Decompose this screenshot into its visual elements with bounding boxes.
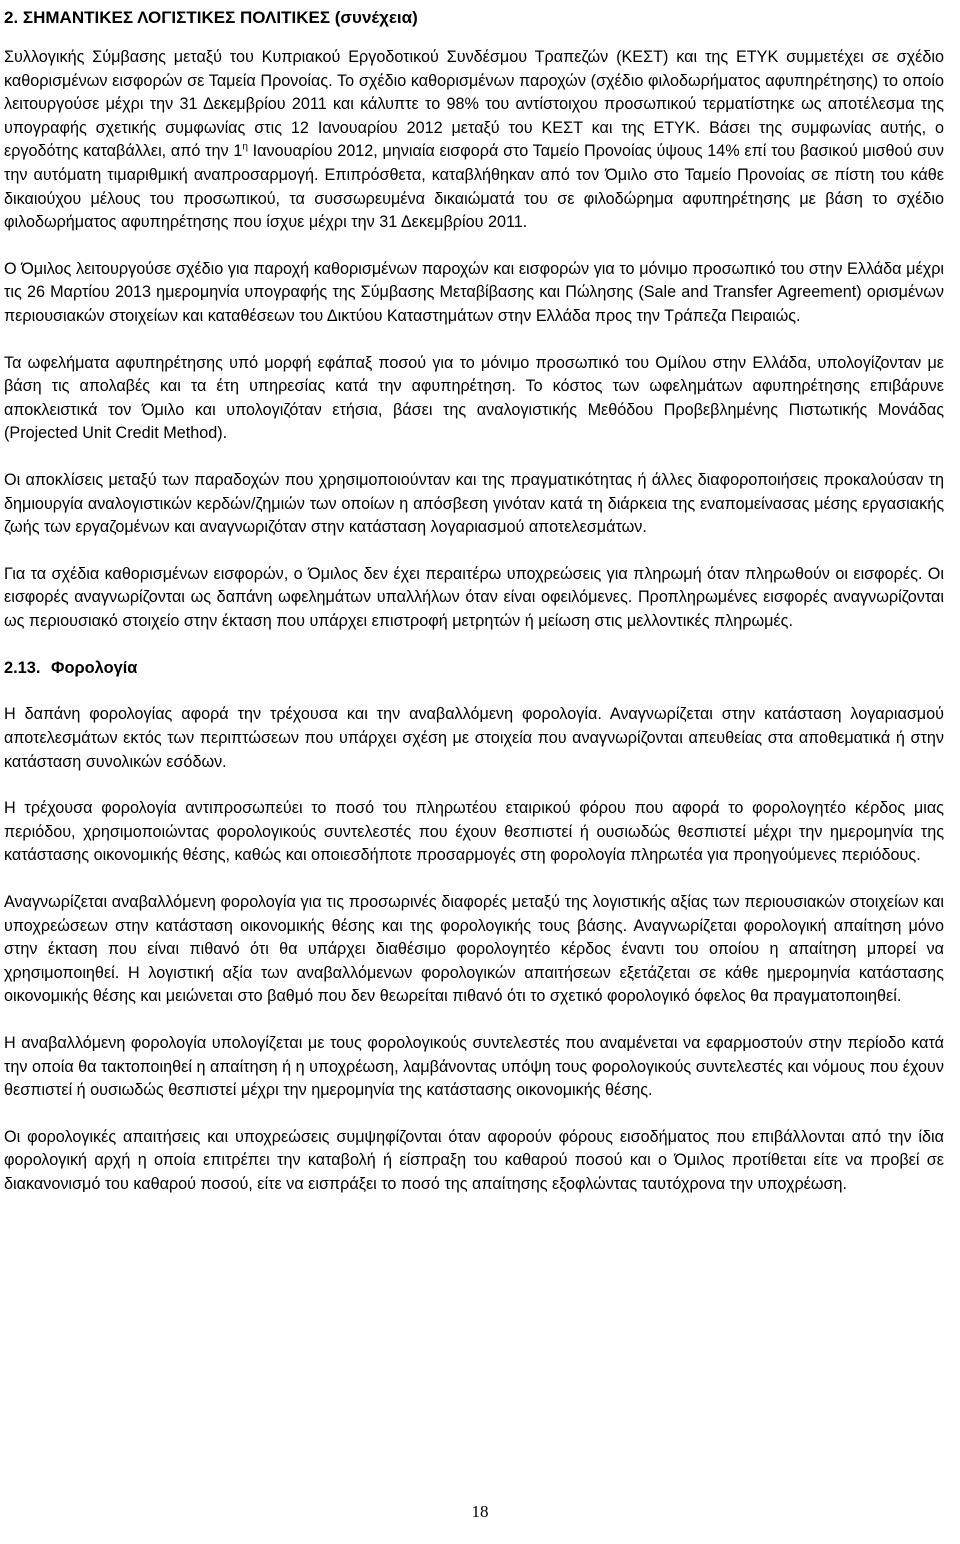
superscript: η	[242, 141, 248, 153]
paragraph-tax-expense: Η δαπάνη φορολογίας αφορά την τρέχουσα και την αναβαλλόμενη φορολογία. Αναγνωρίζεται στην κατάσταση λογαριασμού αποτελεσμάτων εκτός των περιπτώσεων που υπάρχει σχέση με στοιχεία που αναγνωρίζονται απευθείας στα αποθεματικά ή στην κατάσταση συνολικών εσόδων.	[4, 705, 944, 771]
paragraph-pension-plan	[4, 46, 944, 235]
document-page	[4, 0, 944, 1197]
paragraph-tax-offsetting: Οι φορολογικές απαιτήσεις και υποχρεώσεις συμψηφίζονται όταν αφορούν φόρους εισοδήματος που επιβάλλονται από την ίδια φορολογική αρχή η οποία επιτρέπει την καταβολή ή είσπραξη του καθαρού ποσού και ο Όμιλος προτίθεται είτε να προβεί σε διακανονισμό του καθαρού ποσού, είτε να εισπράξει το ποσό της απαίτησης εξοφλώντας ταυτόχρονα την υποχρέωση.	[4, 1127, 944, 1193]
spacer	[4, 1009, 944, 1032]
paragraph-text: Συλλογικής Σύμβασης μεταξύ του Κυπριακού Εργοδοτικού Συνδέσμου Τραπεζών (ΚΕΣΤ) και της ΕΤΥΚ συμμετέχει σε σχέδιο καθορισμένων εισφορών σε Ταμεία Προνοίας. Το σχέδιο καθορισμένων παροχών (σχέδιο φιλοδωρήματος αφυπηρέτησης) το οποίο λειτουργούσε μέχρι την 31 Δεκεμβρίου 2011 και κάλυπτε το 98% του αντίστοιχου προσωπικού τερματίστηκε ως αποτέλεσμα της υπογραφής σχετικής συμφωνίας στις 12 Ιανουαρίου 2012 μεταξύ του ΚΕΣΤ και της ΕΤΥΚ. Βάσει της συμφωνίας αυτής, ο εργοδότης καταβάλλει, από την 1	[4, 48, 944, 161]
subsection-heading-taxation	[4, 656, 944, 680]
paragraph-current-tax: Η τρέχουσα φορολογία αντιπροσωπεύει το ποσό του πληρωτέου εταιρικού φόρου που αφορά το φορολογητέο κέρδος μιας περιόδου, χρησιμοποιώντας φορολογικούς συντελεστές που έχουν θεσπιστεί ή ουσιωδώς θεσπιστεί μέχρι την ημερομηνία της κατάστασης οικονομικής θέσης, καθώς και οποιεσδήποτε προσαρμογές στη φορολογία πληρωτέα για προηγούμενες περιόδους.	[4, 799, 944, 865]
paragraph-defined-contributions: Για τα σχέδια καθορισμένων εισφορών, ο Όμιλος δεν έχει περαιτέρω υποχρεώσεις για πληρωμή όταν πληρωθούν οι εισφορές. Οι εισφορές αναγνωρίζονται ως δαπάνη ωφελημάτων υπαλλήλων όταν είναι οφειλόμενες. Προπληρωμένες εισφορές αναγνωρίζονται ως περιουσιακό στοιχείο στην έκταση που υπάρχει επιστροφή μετρητών ή μείωση στις μελλοντικές πληρωμές.	[4, 564, 944, 630]
paragraph-text: Ιανουαρίου 2012, μηνιαία εισφορά στο Ταμείο Προνοίας ύψους 14% επί του βασικού μισθού συν την αυτόματη τιμαριθμική αναπροσαρμογή. Επιπρόσθετα, καταβλήθηκαν από τον Όμιλο στο Ταμείο Προνοίας σε πίστη του κάθε δικαιούχου μέλους του προσωπικού, τα συσσωρευμένα δικαιώματά του σε φιλοδώρημα αφυπηρέτησης με βάση το σχέδιο φιλοδωρήματος αφυπηρέτησης που ίσχυε μέχρι την 31 Δεκεμβρίου 2011.	[4, 142, 944, 232]
spacer	[4, 868, 944, 891]
spacer	[4, 1103, 944, 1126]
paragraph-deferred-tax-rates: Η αναβαλλόμενη φορολογία υπολογίζεται με τους φορολογικούς συντελεστές που αναμένεται να εφαρμοστούν στην περίοδο κατά την οποία θα τακτοποιηθεί η απαίτηση ή η υποχρέωση, λαμβάνοντας υπόψη τους φορολογικούς συντελεστές και νόμους που έχουν θεσπιστεί ή ουσιωδώς θεσπιστεί μέχρι την ημερομηνία της κατάστασης οικονομικής θέσης.	[4, 1034, 944, 1100]
paragraph-retirement-benefits: Τα ωφελήματα αφυπηρέτησης υπό μορφή εφάπαξ ποσού για το μόνιμο προσωπικό του Ομίλου στην Ελλάδα, υπολογίζονταν με βάση τις απολαβές και τα έτη υπηρεσίας κατά την αφυπηρέτηση. Το κόστος των ωφελημάτων αφυπηρέτησης επιβάρυνε αποκλειστικά τον Όμιλο και υπολογιζόταν ετήσια, βάσει της αναλογιστικής Μεθόδου Προβεβλημένης Πιστωτικής Μονάδας (Projected Unit Credit Method).	[4, 353, 944, 443]
spacer	[4, 30, 944, 46]
spacer	[4, 633, 944, 656]
spacer	[4, 446, 944, 469]
paragraph-actuarial-differences: Οι αποκλίσεις μεταξύ των παραδοχών που χρησιμοποιούνταν και της πραγματικότητας ή άλλες διαφοροποιήσεις προκαλούσαν τη δημιουργία αναλογιστικών κερδών/ζημιών των οποίων η απόσβεση γινόταν κατά τη διάρκεια της εναπομείνασας μέσης εργασιακής ζωής των εργαζομένων και αναγνωριζόταν στην κατάσταση λογαριασμού αποτελεσμάτων.	[4, 470, 944, 537]
paragraph-greece-plan: Ο Όμιλος λειτουργούσε σχέδιο για παροχή καθορισμένων παροχών και εισφορών για το μόνιμο προσωπικό του στην Ελλάδα μέχρι τις 26 Μαρτίου 2013 ημερομηνία υπογραφής της Σύμβασης Μεταβίβασης και Πώλησης (Sale and Transfer Agreement) ορισμένων περιουσιακών στοιχείων και καταθέσεων του Δικτύου Καταστημάτων στην Ελλάδα προς την Τράπεζα Πειραιώς.	[4, 259, 944, 325]
subsection-title: Φορολογία	[51, 659, 138, 678]
page-number: 18	[471, 1502, 489, 1521]
spacer	[4, 329, 944, 352]
section-heading: 2. ΣΗΜΑΝΤΙΚΕΣ ΛΟΓΙΣΤΙΚΕΣ ΠΟΛΙΤΙΚΕΣ (συνέχεια)	[4, 8, 418, 27]
spacer	[4, 680, 944, 703]
spacer	[4, 540, 944, 563]
spacer	[4, 774, 944, 797]
subsection-number: 2.13.	[4, 659, 41, 678]
spacer	[4, 235, 944, 258]
paragraph-deferred-tax: Αναγνωρίζεται αναβαλλόμενη φορολογία για τις προσωρινές διαφορές μεταξύ της λογιστικής αξίας των περιουσιακών στοιχείων και υποχρεώσεων στην κατάσταση οικονομικής θέσης και της φορολογικής τους βάσης. Αναγνωρίζεται φορολογική απαίτηση μόνο στην έκταση που είναι πιθανό ότι θα υπάρχει διαθέσιμο φορολογητέο κέρδος έναντι του οποίου η απαίτηση μπορεί να χρησιμοποιηθεί. Η λογιστική αξία των αναβαλλόμενων φορολογικών απαιτήσεων εξετάζεται σε κάθε ημερομηνία κατάστασης οικονομικής θέσης και μειώνεται στο βαθμό που δεν θεωρείται πιθανό ότι το σχετικό φορολογικό όφελος θα πραγματοποιηθεί.	[4, 893, 944, 1006]
